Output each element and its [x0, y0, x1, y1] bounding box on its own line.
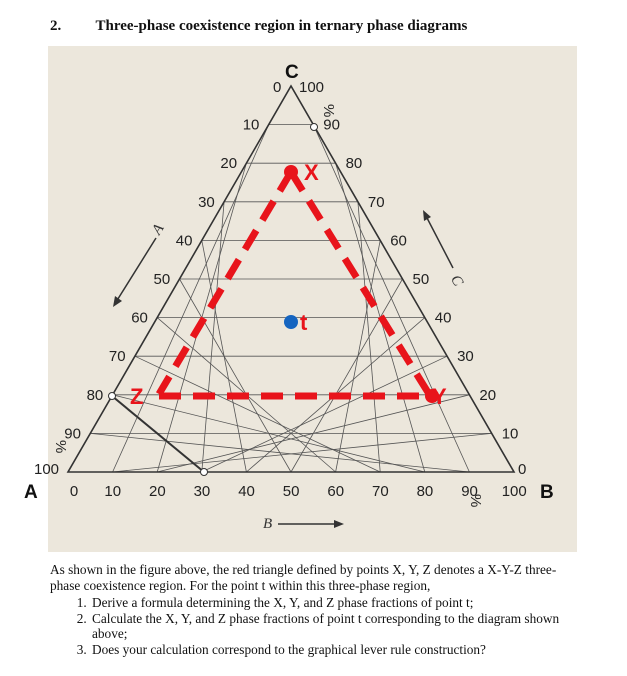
marker-circle-left: [109, 393, 116, 400]
bottom-tick-label: 60: [327, 483, 345, 500]
right-tick-label: 50: [412, 271, 430, 288]
tie-line-left: [112, 396, 204, 472]
axis-name-b: B: [263, 516, 273, 532]
left-tick-label: 30: [198, 193, 215, 211]
left-tick-label: 60: [131, 309, 148, 327]
corner-label-a: A: [24, 482, 38, 503]
bottom-tick-label: 70: [372, 483, 389, 500]
percent-sign-top: %: [320, 104, 337, 118]
point-y-label: Y: [432, 384, 447, 409]
corner-label-c: C: [285, 62, 299, 83]
marker-circle-bottom: [201, 469, 208, 476]
right-tick-label: 30: [457, 348, 474, 366]
marker-circle-top: [311, 124, 318, 131]
bottom-tick-label: 10: [104, 483, 122, 500]
problem-title: Three-phase coexistence region in ternary phase diagrams: [95, 18, 468, 34]
right-tick-label: 0: [518, 461, 527, 478]
left-tick-label: 10: [242, 116, 260, 134]
point-t-label: t: [300, 310, 308, 335]
question-item-2: 2. Calculate the X, Y, and Z phase fractions of point t corresponding to the diagram shown above;: [90, 611, 580, 642]
question-intro: As shown in the figure above, the red triangle defined by points X, Y, Z denotes a X-Y-Z three-phase coexistence region. For the point t within this three-phase region,: [50, 562, 557, 593]
bottom-tick-label: 0: [69, 483, 79, 500]
bottom-tick-label: 20: [149, 483, 166, 500]
right-tick-label: 40: [434, 309, 452, 327]
point-x-label: X: [304, 160, 319, 185]
grid-line: [90, 433, 469, 472]
bottom-tick-label: 40: [238, 483, 255, 500]
bottom-tick-label: 50: [282, 483, 300, 500]
question-item-1: 1. Derive a formula determining the X, Y, and Z phase fractions of point t;: [90, 595, 580, 611]
axis-arrowhead-a: [113, 296, 122, 307]
left-tick-label: 90: [64, 425, 81, 443]
left-axis-tick-labels: [34, 79, 281, 478]
question-item-3: 3. Does your calculation correspond to the graphical lever rule construction?: [90, 642, 580, 658]
right-tick-label: 10: [501, 425, 519, 443]
axis-arrow-c: [426, 216, 453, 268]
left-tick-label: 100: [34, 461, 60, 478]
left-tick-label: 50: [153, 271, 171, 288]
right-tick-label: 60: [390, 232, 407, 250]
bottom-tick-label: 100: [501, 483, 527, 500]
ternary-diagram-figure: [24, 46, 577, 552]
left-tick-label: 20: [220, 155, 238, 173]
axis-arrow-a: [116, 238, 156, 302]
problem-number: 2.: [50, 18, 62, 34]
right-tick-label: 80: [345, 155, 363, 173]
problem-header: [50, 18, 467, 35]
question-block: [50, 562, 580, 657]
percent-sign-bottom: %: [467, 494, 484, 508]
grid-line: [135, 356, 380, 472]
point-z-label: Z: [130, 384, 144, 409]
left-tick-label: 80: [86, 386, 104, 404]
axis-arrowhead-b: [334, 520, 344, 528]
bottom-tick-label: 80: [416, 483, 434, 500]
left-tick-label: 40: [175, 232, 193, 250]
ternary-diagram: [24, 46, 577, 552]
right-tick-label: 100: [299, 79, 325, 96]
question-list: [50, 595, 580, 657]
axis-name-c: C: [447, 272, 466, 290]
percent-sign-left: %: [52, 440, 69, 454]
axis-name-a: A: [149, 221, 168, 238]
bottom-tick-label: 90: [461, 483, 478, 500]
corner-label-b: B: [540, 482, 554, 503]
left-tick-label: 70: [108, 348, 126, 366]
right-tick-label: 20: [479, 386, 497, 404]
right-tick-label: 70: [367, 193, 385, 211]
right-axis-tick-labels: [299, 79, 526, 478]
point-x-marker: [284, 165, 298, 179]
bottom-tick-label: 30: [193, 483, 211, 500]
left-tick-label: 0: [273, 79, 282, 96]
point-t-marker: [284, 315, 298, 329]
bottom-axis-tick-labels: [70, 483, 527, 500]
grid-line: [180, 279, 292, 472]
right-tick-label: 90: [323, 116, 340, 134]
grid-line: [313, 125, 469, 472]
